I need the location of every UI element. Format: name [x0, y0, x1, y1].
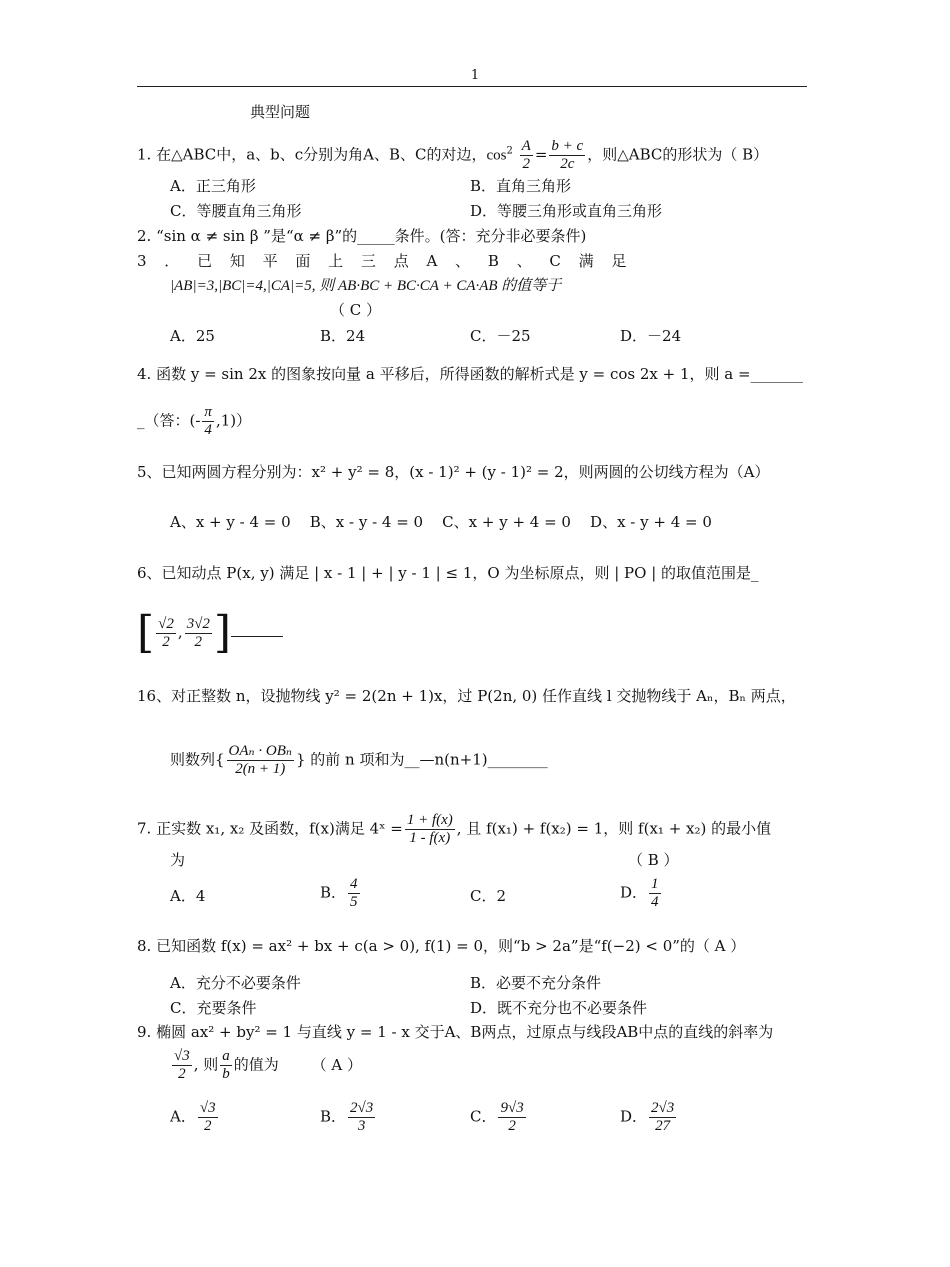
q1-option-b: B．直角三角形: [470, 177, 572, 195]
q7-option-b: B． $\frac{4}{5}$: [320, 876, 358, 910]
q9-frac-a: $\frac{√3}{2}$: [199, 1100, 216, 1134]
q2-text: 2. “sin α ≠ sin β ”是“α ≠ β”的_____条件。(答：充分非必要条件): [137, 227, 587, 245]
q8-option-b: B．必要不充分条件: [470, 974, 602, 992]
q1-stem-post: ，则△ABC的形状为（: [587, 145, 738, 164]
section-title: 典型问题: [250, 103, 311, 121]
q7-option-d: D． $\frac{1}{4}$: [620, 876, 659, 910]
q1-frac-bc: $\frac{b + c}{2c}$: [551, 138, 584, 172]
q16-answer-value: —n(n+1): [419, 750, 488, 769]
q3-answer: （ C ）: [330, 301, 382, 319]
q7-stem: 7. 正实数 x₁, x₂ 及函数，f(x)满足 4ˣ = $\frac{1 + f(x)}{1 - f(x)}$ , 且 f(x₁) + f(x₂) = 1，则 f(x₁ + x₂) 的最小值: [137, 812, 772, 846]
q6-frac-1: $\frac{√2}{2}$: [158, 615, 174, 650]
q7-stem-line2: 为: [170, 851, 186, 869]
q9-option-a: A． $\frac{√3}{2}$: [170, 1100, 216, 1134]
page-number: 1: [470, 68, 480, 83]
q4-stem: 4. 函数 y = sin 2x 的图象按向量 a 平移后，所得函数的解析式是 y = cos 2x + 1，则 a =_______: [137, 365, 804, 383]
q16-stem: 16、对正整数 n，设抛物线 y² = 2(2n + 1)x，过 P(2n, 0) 任作直线 l 交抛物线于 Aₙ，Bₙ 两点，: [137, 687, 796, 705]
q9-frac-ab: $\frac{a}{b}$: [222, 1048, 230, 1082]
q3-option-c: C．－25: [470, 327, 531, 345]
q6-answer: [ $\frac{√2}{2}$ , $\frac{3√2}{2}$ ]: [137, 610, 283, 655]
q9-option-c: C． $\frac{9√3}{2}$: [470, 1100, 524, 1134]
q7-option-c: C．2: [470, 887, 507, 905]
q7-option-a: A．4: [170, 887, 206, 905]
q8-option-d: D．既不充分也不必要条件: [470, 999, 648, 1017]
q9-option-b: B． $\frac{2√3}{3}$: [320, 1100, 374, 1134]
q7-frac-b: $\frac{4}{5}$: [350, 876, 358, 910]
q3-stem-line1: 3 ． 已 知 平 面 上 三 点 A 、 B 、 C 满 足: [137, 252, 627, 270]
q5-options: A、x + y - 4 = 0 B、x - y - 4 = 0 C、x + y + 4 = 0 D、x - y + 4 = 0: [170, 513, 712, 531]
q6-frac-2: $\frac{3√2}{2}$: [186, 615, 210, 650]
q3-stem-line2: |AB|=3,|BC|=4,|CA|=5, 则 AB·BC + BC·CA + CA·AB 的值等于: [170, 278, 562, 294]
q3-option-d: D．－24: [620, 327, 682, 345]
q6-stem: 6、已知动点 P(x, y) 满足 | x - 1 | + | y - 1 | ≤ 1，O 为坐标原点，则 | PO | 的取值范围是_: [137, 564, 759, 582]
q4-frac: $\frac{\pi}{4}$: [204, 404, 212, 438]
q3-option-b: B．24: [320, 327, 366, 345]
header-rule: [137, 86, 807, 87]
q7-frac-d: $\frac{1}{4}$: [651, 876, 659, 910]
q9-stem-line2: $\frac{√3}{2}$ , 则 $\frac{a}{b}$ 的值为 （ A ）: [174, 1048, 362, 1082]
q9-frac-b: $\frac{2√3}{3}$: [350, 1100, 374, 1134]
q9-frac-c: $\frac{9√3}{2}$: [500, 1100, 524, 1134]
q9-stem: 9. 椭圆 ax² + by² = 1 与直线 y = 1 - x 交于A、B两点，过原点与线段AB中点的直线的斜率为: [137, 1023, 774, 1041]
q1-option-d: D．等腰三角形或直角三角形: [470, 202, 663, 220]
q9-frac-slope: $\frac{√3}{2}$: [174, 1048, 190, 1082]
q3-option-a: A．25: [170, 327, 215, 345]
q8-option-c: C．充要条件: [170, 999, 257, 1017]
q9-answer: （ A ）: [311, 1055, 362, 1074]
q1-cos: cos: [486, 147, 507, 164]
q1-answer: B: [742, 145, 754, 164]
q16-frac: $\frac{\text{OAₙ · OBₙ}}{2(n + 1)}$: [228, 743, 292, 777]
q1-stem-pre: 1. 在△ABC中，a、b、c分别为角A、B、C的对边，: [137, 145, 487, 164]
q8-option-a: A．充分不必要条件: [170, 974, 301, 992]
q9-frac-d: $\frac{2√3}{27}$: [651, 1100, 675, 1134]
q7-answer: （ B ）: [628, 851, 679, 869]
q4-answer: _（答：(- $\frac{\pi}{4}$ ,1)）: [137, 404, 252, 438]
q1-option-c: C．等腰直角三角形: [170, 202, 302, 220]
q9-option-d: D． $\frac{2√3}{27}$: [620, 1100, 675, 1134]
q1-frac-a2: $\frac{A}{2}$: [521, 138, 531, 172]
q16-answer: 则数列{ $\frac{\text{OAₙ · OBₙ}}{2(n + 1)}$ } 的前 n 项和为__—n(n+1)________: [170, 743, 548, 777]
q1-option-a: A．正三角形: [170, 177, 256, 195]
q1-stem: 1. 在△ABC中，a、b、c分别为角A、B、C的对边，$\cos^2$ $\frac{A}{2}$ = $\frac{b + c}{2c}$ ，则△ABC的形状为（ B）: [137, 138, 769, 172]
q8-stem: 8. 已知函数 f(x) = ax² + bx + c(a > 0), f(1) = 0，则“b > 2a”是“f(−2) < 0”的（ A ）: [137, 937, 746, 955]
q5-stem: 5、已知两圆方程分别为：x² + y² = 8，(x - 1)² + (y - 1)² = 2，则两圆的公切线方程为（A）: [137, 463, 770, 481]
q7-frac: $\frac{1 + f(x)}{1 - f(x)}$: [406, 812, 453, 846]
